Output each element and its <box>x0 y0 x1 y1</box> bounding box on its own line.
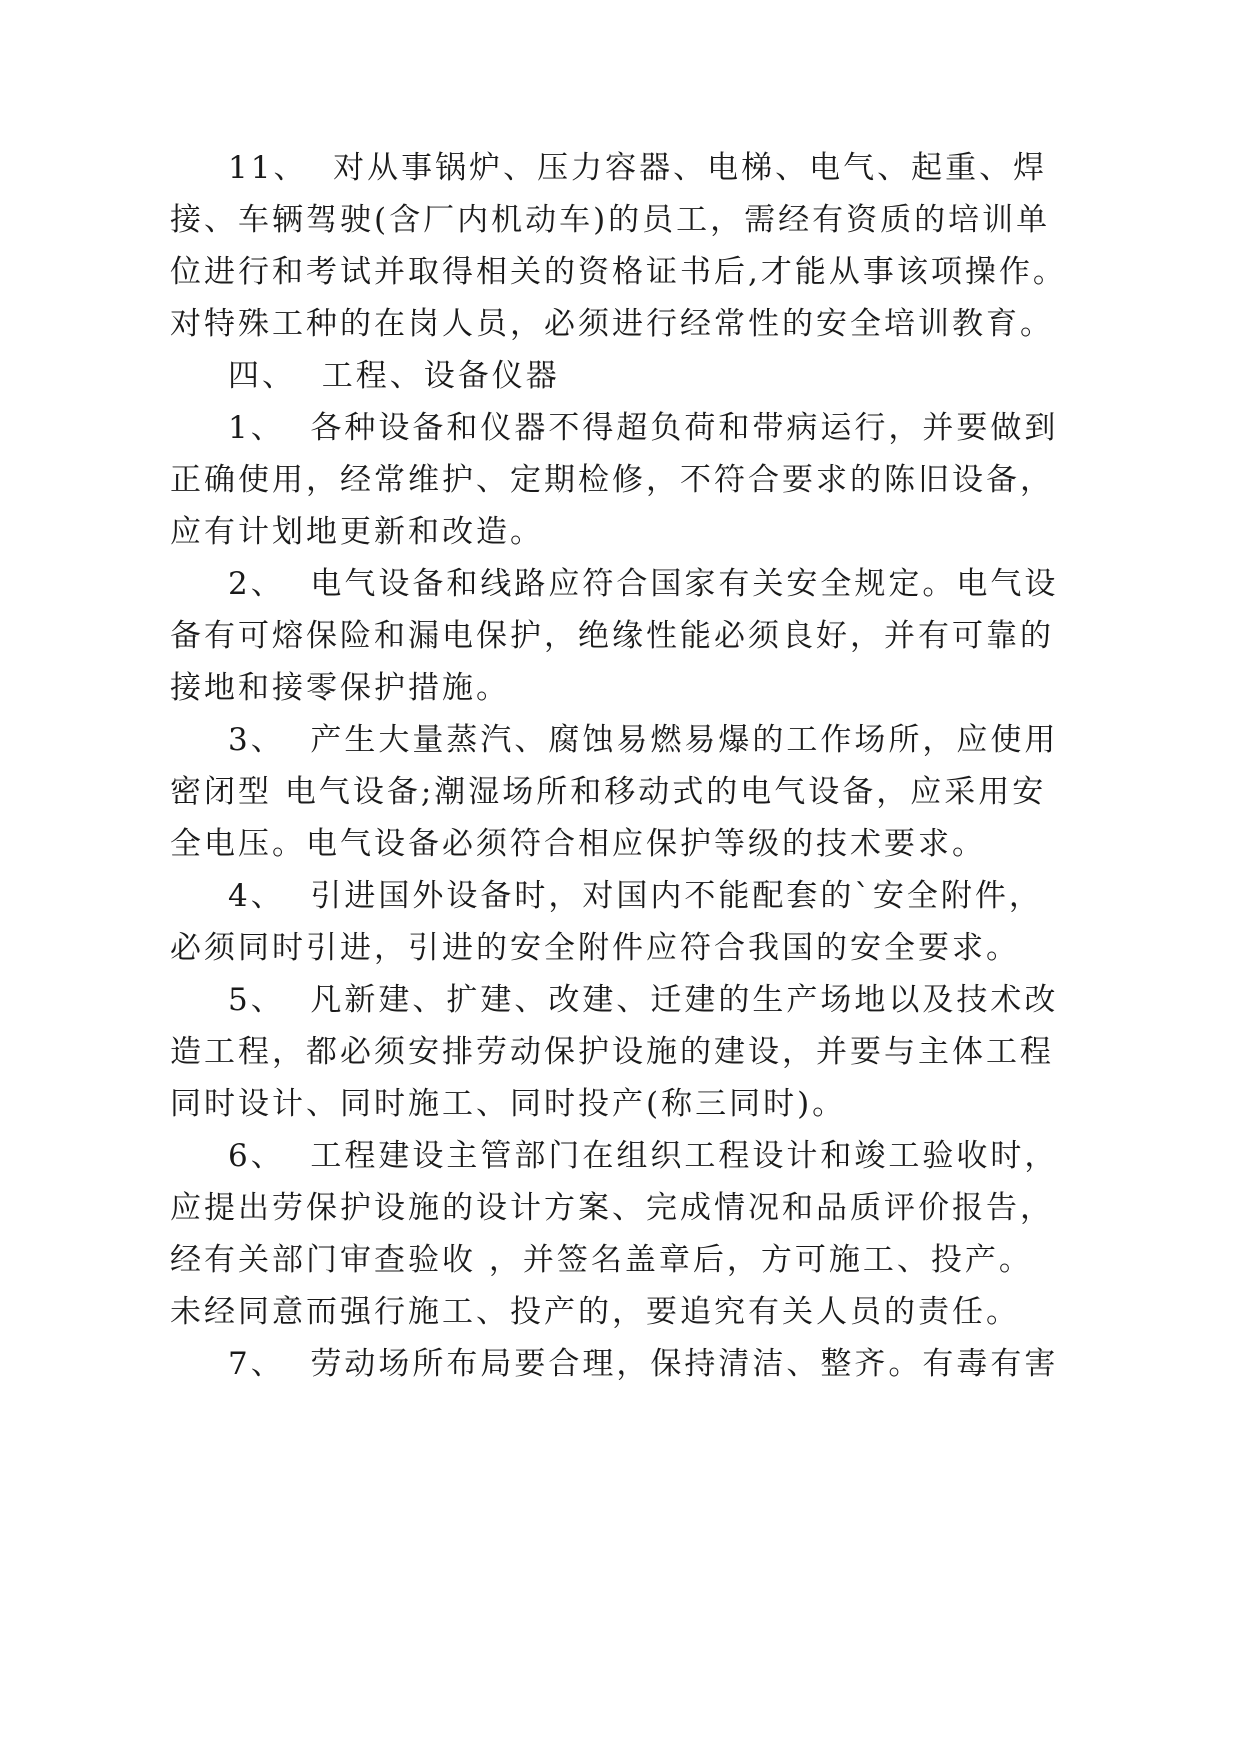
text-line: 造工程，都必须安排劳动保护设施的建设，并要与主体工程 <box>170 1034 1054 1070</box>
text-line: 接、车辆驾驶(含厂内机动车)的员工，需经有资质的培训单 <box>170 202 1051 238</box>
text-line: 同时设计、同时施工、同时投产(称三同时)。 <box>170 1086 847 1122</box>
text-line: 密闭型 电气设备;潮湿场所和移动式的电气设备，应采用安 <box>170 774 1047 810</box>
text-line: 对特殊工种的在岗人员，必须进行经常性的安全培训教育。 <box>170 306 1054 342</box>
text-line: 未经同意而强行施工、投产的，要追究有关人员的责任。 <box>170 1294 1020 1330</box>
text-line: 全电压。电气设备必须符合相应保护等级的技术要求。 <box>170 826 986 862</box>
text-line: 必须同时引进，引进的安全附件应符合我国的安全要求。 <box>170 930 1020 966</box>
text-line: 6、 工程建设主管部门在组织工程设计和竣工验收时， <box>228 1138 1059 1174</box>
text-line: 3、 产生大量蒸汽、腐蚀易燃易爆的工作场所，应使用 <box>228 722 1059 758</box>
text-line: 应有计划地更新和改造。 <box>170 514 544 550</box>
text-line: 应提出劳保护设施的设计方案、完成情况和品质评价报告， <box>170 1190 1054 1226</box>
text-line: 经有关部门审查验收 ，并签名盖章后，方可施工、投产。 <box>170 1242 1033 1278</box>
text-line: 接地和接零保护措施。 <box>170 670 510 706</box>
text-line: 1、 各种设备和仪器不得超负荷和带病运行，并要做到 <box>228 410 1059 446</box>
text-line: 7、 劳动场所布局要合理，保持清洁、整齐。有毒有害 <box>228 1346 1059 1382</box>
text-line: 4、 引进国外设备时，对国内不能配套的`安全附件， <box>228 878 1043 914</box>
text-line: 正确使用，经常维护、定期检修，不符合要求的陈旧设备， <box>170 462 1054 498</box>
text-line: 位进行和考试并取得相关的资格证书后,才能从事该项操作。 <box>170 254 1067 290</box>
section-heading: 四、 工程、设备仪器 <box>228 358 560 394</box>
text-line: 11、 对从事锅炉、压力容器、电梯、电气、起重、焊 <box>228 150 1048 186</box>
text-line: 备有可熔保险和漏电保护，绝缘性能必须良好，并有可靠的 <box>170 618 1054 654</box>
text-line: 2、 电气设备和线路应符合国家有关安全规定。电气设 <box>228 566 1059 602</box>
text-line: 5、 凡新建、扩建、改建、迁建的生产场地以及技术改 <box>228 982 1059 1018</box>
